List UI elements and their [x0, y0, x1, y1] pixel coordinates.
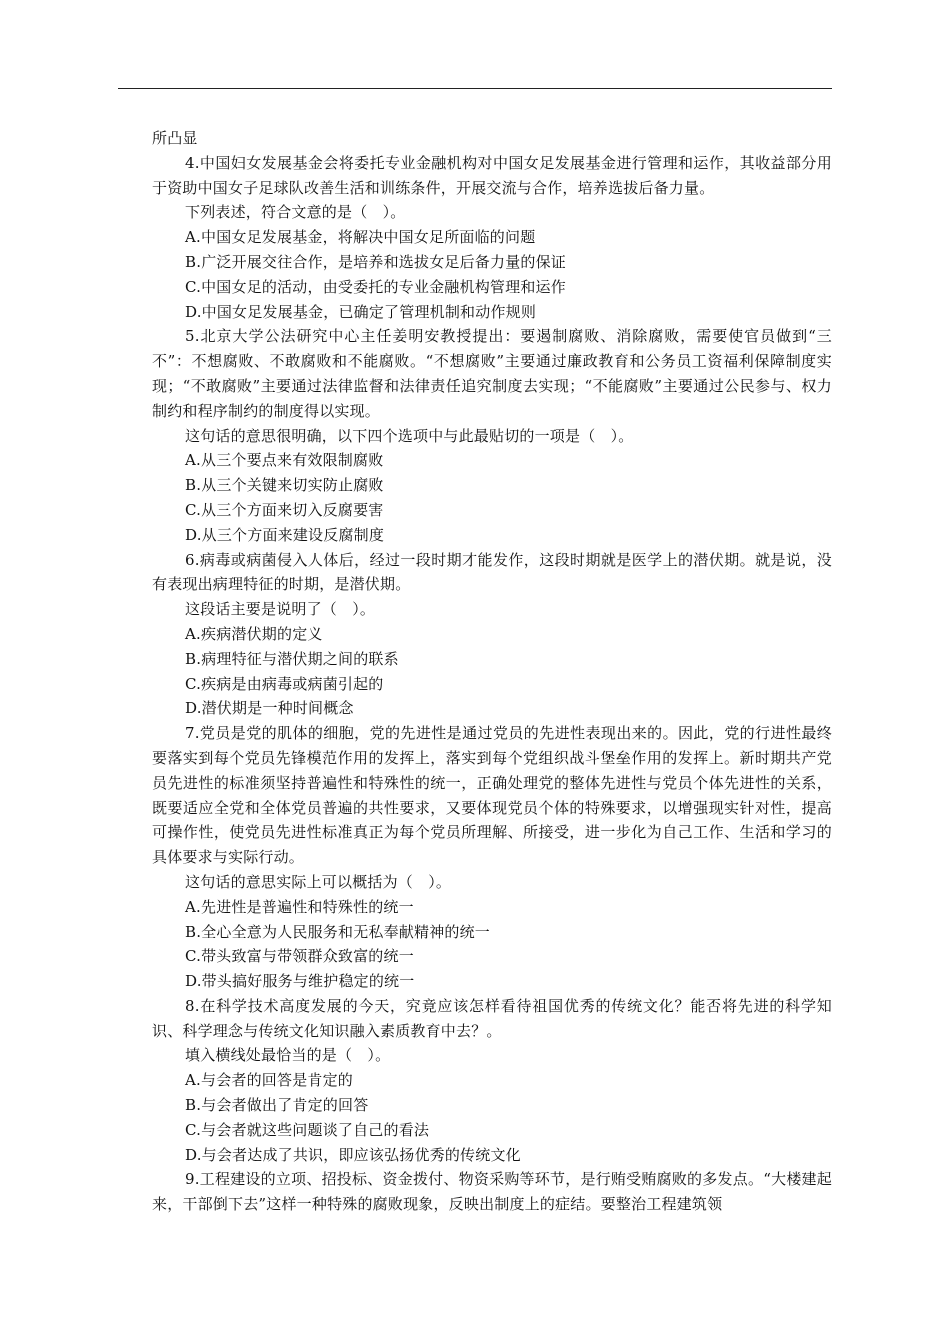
option-c: C.与会者就这些问题谈了自己的看法: [185, 1120, 430, 1139]
option-a: A.中国女足发展基金，将解决中国女足所面临的问题: [185, 228, 536, 247]
option-c: C.中国女足的活动，由受委托的专业金融机构管理和运作: [185, 277, 566, 296]
option-c: C.疾病是由病毒或病菌引起的: [185, 674, 384, 693]
option-c: C.从三个方面来切入反腐要害: [185, 500, 384, 519]
option-d: D.中国女足发展基金，已确定了管理机制和动作规则: [185, 302, 537, 321]
question-6: [152, 548, 832, 722]
question-stem: 4.中国妇女发展基金会将委托专业金融机构对中国女足发展基金进行管理和运作，其收益部分用于资助中国女子足球队改善生活和训练条件，开展交流与合作，培养选拔后备力量。: [152, 153, 832, 197]
question-stem: 5.北京大学公法研究中心主任姜明安教授提出：要遏制腐败、消除腐败，需要使官员做到“三不”：不想腐败、不敢腐败和不能腐败。“不想腐败”主要通过廉政教育和公务员工资福利保障制度实现；“不敢腐败”主要通过法律监督和法律责任追究制度去实现；“不能腐败”主要通过公民参与、权力制约和程序制约的制度得以实现。: [152, 327, 832, 420]
option-c: C.带头致富与带领群众致富的统一: [185, 947, 414, 966]
option-b: B.从三个关键来切实防止腐败: [185, 476, 384, 495]
question-prompt: 这句话的意思很明确，以下四个选项中与此最贴切的一项是（ ）。: [185, 426, 634, 445]
option-b: B.广泛开展交往合作，是培养和选拔女足后备力量的保证: [185, 252, 566, 271]
question-8: [152, 994, 832, 1168]
question-5: [152, 324, 832, 547]
option-a: A.疾病潜伏期的定义: [185, 624, 323, 643]
page-body: [152, 126, 832, 1217]
question-9: [152, 1167, 832, 1217]
question-prompt: 这段话主要是说明了（ ）。: [185, 600, 376, 619]
option-d: D.从三个方面来建设反腐制度: [185, 525, 385, 544]
question-prompt: 这句话的意思实际上可以概括为（ ）。: [185, 872, 452, 891]
question-stem: 7.党员是党的肌体的细胞，党的先进性是通过党员的先进性表现出来的。因此，党的行进性最终要落实到每个党员先锋模范作用的发挥上，落实到每个党组织战斗堡垒作用的发挥上。新时期共产党员先进性的标准须坚持普遍性和特殊性的统一，正确处理党的整体先进性与党员个体先进性的关系，既要适应全党和全体党员普遍的共性要求，又要体现党员个体的特殊要求，以增强现实针对性，提高可操作性，使党员先进性标准真正为每个党员所理解、所接受，进一步化为自己工作、生活和学习的具体要求与实际行动。: [152, 724, 832, 867]
question-7: [152, 721, 832, 994]
question-4: [152, 151, 832, 325]
option-b: B.病理特征与潜伏期之间的联系: [185, 649, 399, 668]
header-rule: [118, 88, 832, 89]
intro-fragment: 所凸显: [152, 129, 198, 147]
question-stem: 6.病毒或病菌侵入人体后，经过一段时期才能发作，这段时期就是医学上的潜伏期。就是说，没有表现出病理特征的时期，是潜伏期。: [152, 550, 832, 594]
option-a: A.从三个要点来有效限制腐败: [185, 451, 384, 470]
option-d: D.潜伏期是一种时间概念: [185, 699, 354, 718]
option-d: D.带头搞好服务与维护稳定的统一: [185, 972, 415, 991]
option-a: A.与会者的回答是肯定的: [185, 1071, 354, 1090]
question-stem: 8.在科学技术高度发展的今天，究竟应该怎样看待祖国优秀的传统文化？能否将先进的科学知识、科学理念与传统文化知识融入素质教育中去？。: [152, 996, 832, 1040]
question-stem: 9.工程建设的立项、招投标、资金拨付、物资采购等环节，是行贿受贿腐败的多发点。“大楼建起来，干部倒下去”这样一种特殊的腐败现象，反映出制度上的症结。要整治工程建筑领: [152, 1170, 832, 1214]
question-prompt: 下列表述，符合文意的是（ ）。: [185, 203, 406, 222]
option-d: D.与会者达成了共识，即应该弘扬优秀的传统文化: [185, 1145, 521, 1164]
question-prompt: 填入横线处最恰当的是（ ）。: [185, 1046, 391, 1065]
option-b: B.与会者做出了肯定的回答: [185, 1096, 369, 1115]
option-a: A.先进性是普遍性和特殊性的统一: [185, 897, 414, 916]
option-b: B.全心全意为人民服务和无私奉献精神的统一: [185, 922, 490, 941]
